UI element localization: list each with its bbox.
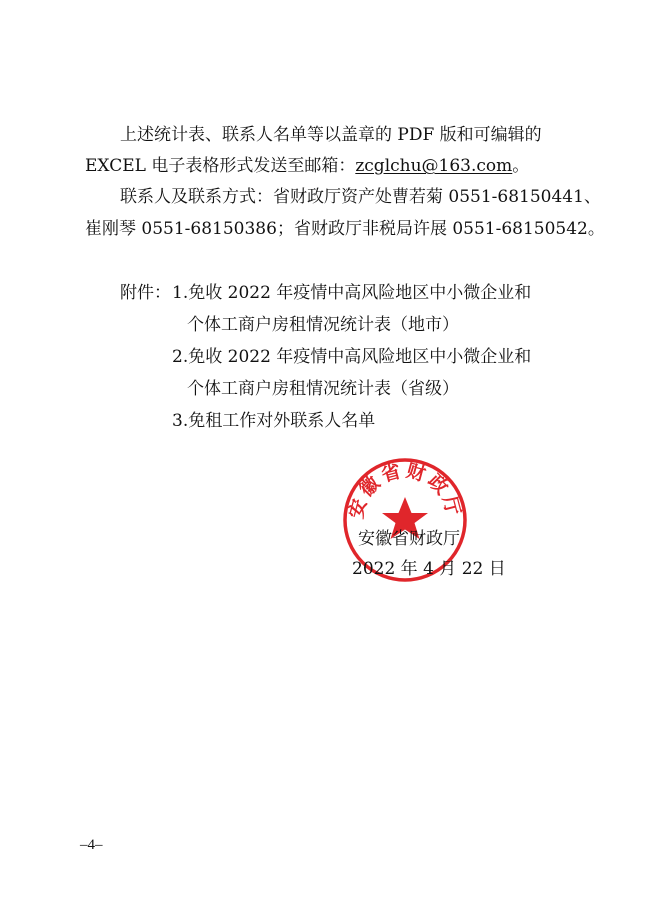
attachment-3: 3.免租工作对外联系人名单: [172, 411, 376, 431]
attachments-label: 附件：: [120, 283, 171, 303]
body-paragraph-1-line-2: [85, 155, 529, 177]
signature-date: 2022 年 4 月 22 日: [352, 559, 506, 579]
attachment-2-line-1: 2.免收 2022 年疫情中高风险地区中小微企业和: [172, 347, 532, 367]
attachment-2-line-2: 个体工商户房租情况统计表（省级）: [187, 379, 459, 399]
seal-text-path: 安徽省财政厅: [345, 459, 465, 521]
body-paragraph-2-line-1: 联系人及联系方式：省财政厅资产处曹若菊 0551-68150441、: [120, 187, 601, 207]
email-suffix: 。: [512, 156, 530, 176]
body-paragraph-2-line-2: 崔刚琴 0551-68150386；省财政厅非税局许展 0551-68150542。: [85, 219, 605, 239]
email-prefix: EXCEL 电子表格形式发送至邮箱：: [85, 156, 356, 176]
page-number: –4–: [80, 837, 103, 853]
signature-org: 安徽省财政厅: [358, 529, 460, 549]
email-link[interactable]: zcglchu@163.com: [355, 156, 513, 176]
attachment-1-line-1: 1.免收 2022 年疫情中高风险地区中小微企业和: [172, 283, 532, 303]
body-paragraph-1-line-1: 上述统计表、联系人名单等以盖章的 PDF 版和可编辑的: [120, 125, 542, 145]
attachment-1-line-2: 个体工商户房租情况统计表（地市）: [187, 315, 459, 335]
